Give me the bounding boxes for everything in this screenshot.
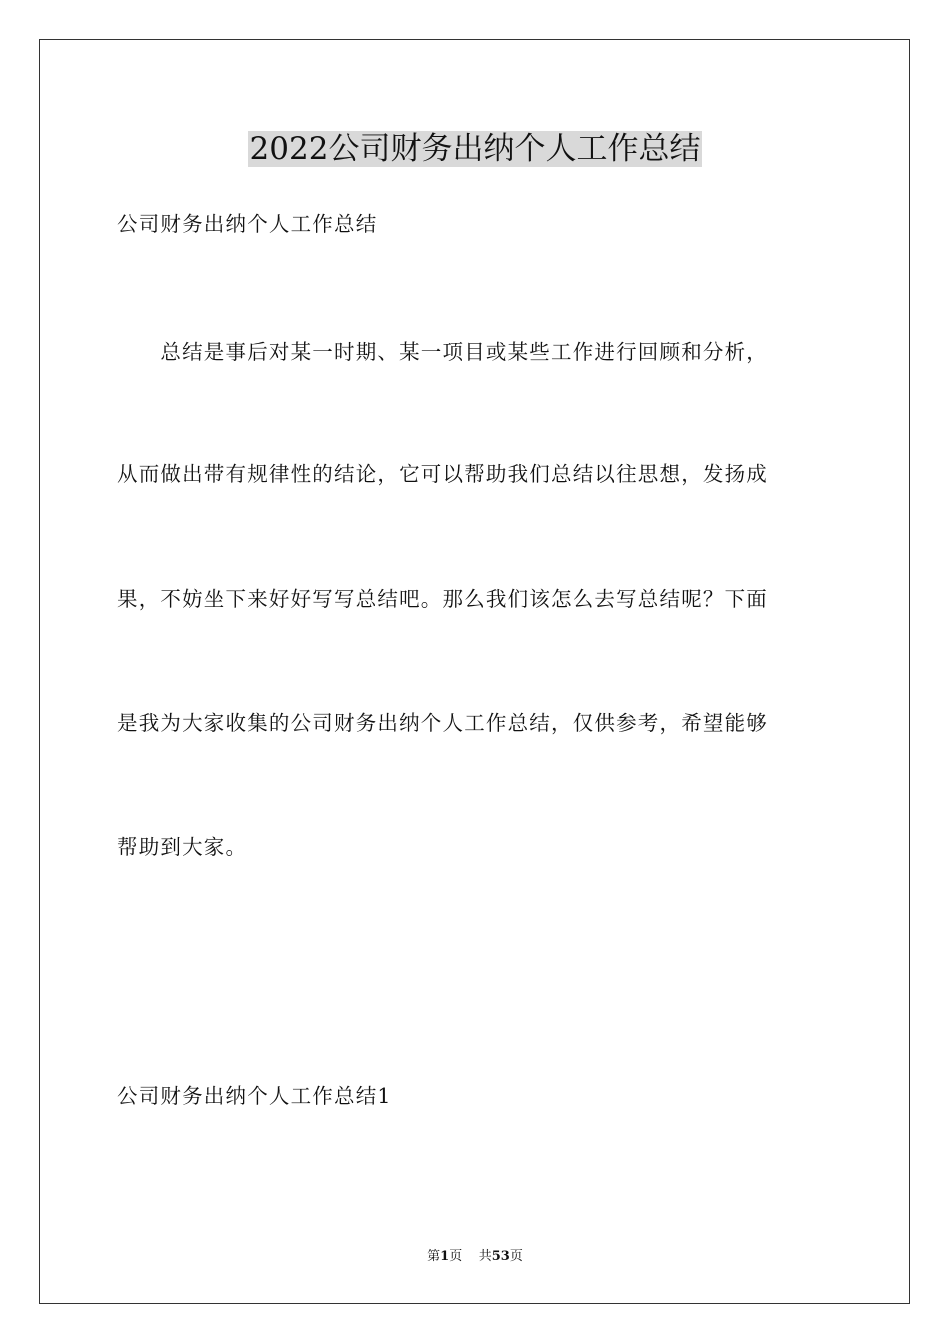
page-footer bbox=[0, 1248, 950, 1266]
document-title-text: 2022公司财务出纳个人工作总结 bbox=[249, 131, 701, 167]
total-suffix: 页 bbox=[509, 1249, 523, 1264]
page-number: 1 bbox=[440, 1249, 450, 1264]
document-subtitle: 公司财务出纳个人工作总结 bbox=[117, 212, 378, 236]
paragraph-line-5: 帮助到大家。 bbox=[117, 835, 248, 859]
paragraph-line-1: 总结是事后对某一时期、某一项目或某些工作进行回顾和分析， bbox=[117, 340, 768, 364]
paragraph-line-4: 是我为大家收集的公司财务出纳个人工作总结，仅供参考，希望能够 bbox=[117, 711, 768, 735]
section-heading: 公司财务出纳个人工作总结1 bbox=[117, 1084, 392, 1108]
paragraph-line-2: 从而做出带有规律性的结论，它可以帮助我们总结以往思想，发扬成 bbox=[117, 462, 768, 486]
page-prefix: 第 bbox=[427, 1249, 441, 1264]
paragraph-line-3: 果，不妨坐下来好好写写总结吧。那么我们该怎么去写总结呢？下面 bbox=[117, 587, 768, 611]
page-suffix: 页 bbox=[449, 1249, 463, 1264]
total-pages: 53 bbox=[491, 1249, 510, 1264]
document-title bbox=[0, 128, 950, 170]
total-prefix: 共 bbox=[478, 1249, 492, 1264]
